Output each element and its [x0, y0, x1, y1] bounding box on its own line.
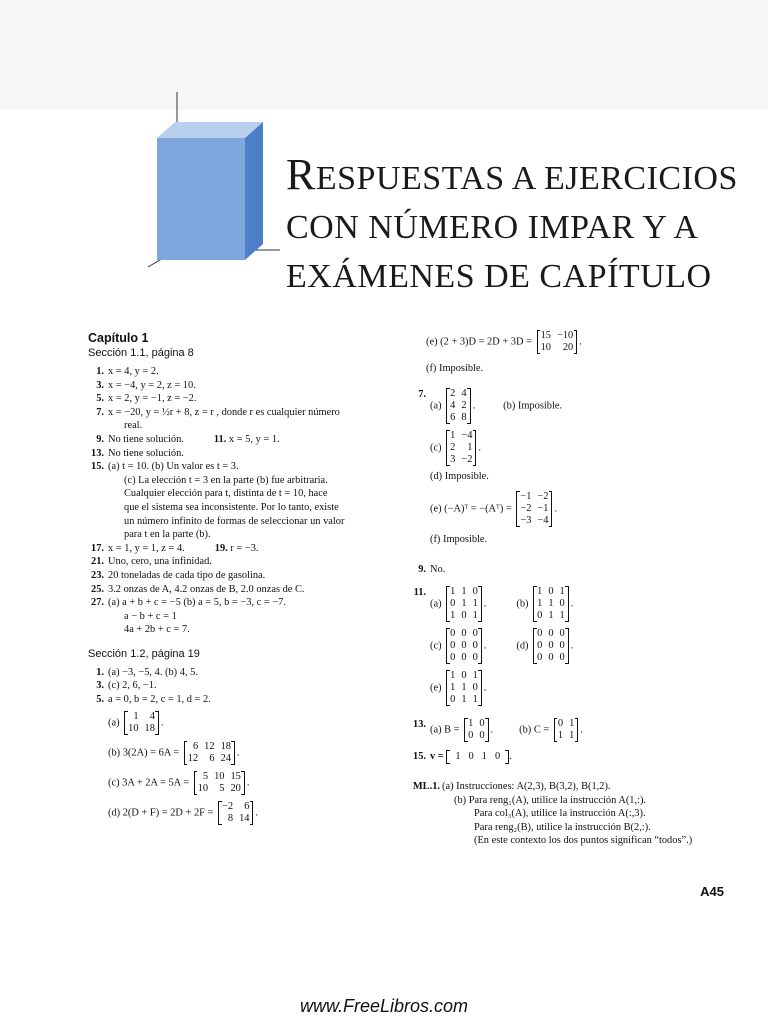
- answer-item: [88, 460, 388, 474]
- matrix-entry: 1: [548, 598, 554, 610]
- answer-item: [88, 569, 388, 583]
- matrix-entry: −2: [537, 491, 549, 503]
- answer-item: [88, 583, 388, 597]
- answer-item: [88, 528, 388, 542]
- answer-text: un número infinito de formas de seleccionar un valor: [124, 515, 345, 527]
- answer-item: [88, 542, 388, 556]
- matrix: [218, 801, 253, 825]
- matrix-entry: 1: [461, 598, 467, 610]
- answer-item: (En este contexto los dos puntos significan “todos”.): [474, 835, 693, 847]
- matrix-entry: 1: [461, 694, 467, 706]
- matrix-entry: 1: [461, 586, 467, 598]
- matrix-entry: 0: [468, 730, 474, 742]
- answer-item: [88, 406, 388, 420]
- matrix-entry: 0: [479, 730, 485, 742]
- matrix-entry: 1: [537, 598, 543, 610]
- footer-link[interactable]: www.FreeLibros.com: [299, 996, 469, 1016]
- matrix-entry: 1: [569, 718, 575, 730]
- matrix-entry: 0: [537, 610, 543, 622]
- answer-item: (e) 1 0 1 1 1 0 0 1 1 .: [430, 670, 487, 706]
- matrix: [554, 718, 578, 742]
- matrix-entry: 1: [559, 586, 565, 598]
- matrix-entry: −1: [537, 503, 549, 515]
- matrix-entry: 0: [559, 652, 565, 664]
- section-heading: Sección 1.1, página 8: [88, 347, 194, 359]
- matrix-entry: 1: [559, 610, 565, 622]
- chapter-heading: Capítulo 1: [88, 331, 149, 345]
- answer-item: [88, 447, 388, 461]
- answer-text: x = 5, y = 1.: [228, 433, 280, 445]
- answer-number: 3.: [96, 379, 104, 391]
- page-title: RESPUESTAS A EJERCICIOS CON NÚMERO IMPAR Y A EXÁMENES DE CAPÍTULO: [286, 150, 738, 295]
- matrix-entry: 4: [461, 387, 467, 399]
- matrix: [446, 628, 482, 664]
- matrix-entry: −2: [461, 453, 473, 465]
- matrix-entry: 0: [450, 628, 456, 640]
- answer-number: 5.: [96, 393, 104, 405]
- answer-item: (f) Imposible.: [426, 363, 484, 374]
- matrix: [464, 718, 488, 742]
- answer-text: x = −20, y = ½r + 8, z = r , donde r es cualquier número: [108, 406, 340, 418]
- section-heading: Sección 1.2, página 19: [88, 647, 200, 660]
- answer-number: 23.: [91, 569, 104, 581]
- matrix-entry: 2: [450, 441, 456, 453]
- answer-number: 25.: [91, 583, 104, 595]
- answer-item: 5. a = 0, b = 2, c = 1, d = 2.: [96, 694, 211, 706]
- matrix: [537, 330, 578, 354]
- answer-text: 4a + 2b + c = 7.: [124, 624, 190, 636]
- answer-text: a − b + c = 1: [124, 610, 177, 622]
- answer-item: 13. (a) B = 1 0 0 0 . (b) C = 0 1 1 1 .: [413, 718, 583, 742]
- right-column: [410, 330, 740, 848]
- matrix-entry: 0: [461, 652, 467, 664]
- matrix-entry: 1: [569, 730, 575, 742]
- answer-number: 17.: [91, 542, 104, 554]
- matrix-entry: 1: [133, 710, 139, 722]
- matrix-entry: 12: [187, 752, 199, 764]
- matrix-entry: 0: [461, 670, 467, 682]
- answer-number: 19.: [214, 542, 231, 554]
- answer-item: [88, 596, 388, 610]
- answer-text: x = −4, y = 2, z = 10.: [108, 379, 196, 391]
- matrix: [446, 586, 482, 622]
- matrix-entry: 1: [472, 694, 478, 706]
- answer-item: [88, 487, 388, 501]
- answer-item: 15. v = 1 0 1 0 .: [413, 751, 512, 763]
- answer-text: (a) t = 10. (b) Un valor es t = 3.: [108, 461, 239, 473]
- matrix-entry: 20: [562, 342, 574, 353]
- answer-item: [88, 474, 388, 488]
- answer-text: 3.2 onzas de A, 4.2 onzas de B, 2.0 onzas de C.: [108, 583, 305, 595]
- answer-item: 3. (c) 2, 6, −1.: [96, 680, 157, 692]
- matrix-entry: 0: [461, 610, 467, 622]
- matrix-entry: 0: [559, 598, 565, 610]
- vector-entry: 1: [481, 751, 487, 763]
- matrix-entry: −3: [520, 515, 532, 527]
- matrix-entry: −2: [222, 800, 234, 812]
- left-column: [88, 330, 388, 825]
- answer-text: Cualquier elección para t, distinta de t = 10, hace: [124, 488, 328, 500]
- answer-item: (b) Para reng₁(A), utilice la instrucción A(1,:).: [454, 794, 647, 806]
- matrix-entry: 24: [220, 752, 231, 764]
- answer-text: No tiene solución.: [108, 447, 184, 459]
- answer-item: [88, 379, 388, 393]
- matrix-entry: 1: [450, 682, 456, 694]
- matrix-entry: 1: [472, 598, 478, 610]
- answer-number: 13.: [91, 447, 104, 459]
- answer-text: No tiene solución.: [108, 433, 184, 445]
- matrix-entry: 0: [548, 586, 554, 598]
- answer-number: 9.: [96, 433, 104, 445]
- answer-item: (b) 3(2A) = 6A = 6 12 18 12 6 24 .: [108, 740, 240, 764]
- matrix-entry: 15: [540, 330, 551, 341]
- answer-text: 20 toneladas de cada tipo de gasolina.: [108, 569, 266, 581]
- matrix-entry: 12: [204, 740, 215, 752]
- row-vector: [446, 750, 509, 764]
- matrix-entry: 1: [467, 441, 473, 453]
- answer-text: r = −3.: [230, 542, 259, 554]
- matrix-entry: −4: [461, 429, 473, 441]
- vector-entry: 0: [468, 751, 474, 763]
- answer-item: 11. (a) 1 1 0 0 1 1 1 0 1 . (b) 1 0 1 1 1 0 0 1 1 .: [413, 586, 574, 622]
- answer-item: 7. (a) 2 4 4 2 6 8 . (b) Imposible.: [418, 387, 563, 423]
- matrix-entry: 0: [537, 652, 543, 664]
- answer-text: (c) La elección t = 3 en la parte (b) fue arbitraria.: [124, 474, 328, 486]
- answer-item: Para col₃(A), utilice la instrucción A(:,3).: [474, 808, 646, 820]
- header-band: [0, 0, 768, 110]
- matrix: [446, 388, 470, 424]
- matrix-entry: 1: [472, 670, 478, 682]
- matrix-entry: 3: [450, 453, 456, 465]
- answer-text: para t en la parte (b).: [124, 529, 211, 541]
- answer-item: (e) (−A)ᵀ = −(Aᵀ) = −1 −2 −2 −1 −3 −4 .: [430, 491, 558, 527]
- matrix-entry: 6: [192, 740, 199, 752]
- answer-item: [88, 433, 388, 447]
- matrix-entry: 14: [239, 812, 250, 824]
- answer-item: (c) 3A + 2A = 5A = 5 10 15 10 5 20 .: [108, 770, 250, 794]
- matrix-entry: 10: [128, 722, 139, 734]
- matrix-entry: 4: [149, 710, 155, 722]
- matrix-entry: 0: [537, 628, 543, 640]
- matrix-entry: 6: [244, 800, 250, 812]
- answer-number: 1.: [96, 366, 104, 377]
- matrix-entry: 1: [450, 670, 456, 682]
- answer-text: x = 1, y = 1, z = 4.: [108, 542, 185, 554]
- matrix-entry: 15: [230, 770, 241, 782]
- answer-text: x = 4, y = 2.: [108, 366, 159, 377]
- matrix-entry: 6: [450, 411, 456, 423]
- matrix: [194, 771, 245, 795]
- matrix-entry: 5: [202, 770, 209, 782]
- matrix-entry: 0: [472, 682, 478, 694]
- matrix-entry: 10: [540, 342, 551, 353]
- matrix: [184, 741, 235, 765]
- matrix-entry: 1: [450, 429, 456, 441]
- matrix-entry: 0: [461, 628, 467, 640]
- answer-text: real.: [124, 420, 143, 432]
- answer-item: (d) Imposible.: [430, 470, 489, 482]
- matrix-entry: 1: [461, 682, 467, 694]
- answer-item: (c) 0 0 0 0 0 0 0 0 0 . (d) 0 0 0 0 0 0 0 0 0 .: [430, 628, 574, 664]
- matrix-entry: −2: [520, 503, 532, 515]
- answer-text: x = 2, y = −1, z = −2.: [108, 393, 197, 405]
- answer-number: 7.: [96, 406, 104, 418]
- matrix-entry: 0: [472, 640, 478, 652]
- answer-item: [88, 501, 388, 515]
- answer-item: (d) 2(D + F) = 2D + 2F = −2 6 8 14 .: [108, 800, 259, 824]
- matrix-entry: 0: [450, 652, 456, 664]
- vector-entry: 0: [494, 751, 501, 763]
- answer-item: [88, 555, 388, 569]
- vector-entry: 1: [455, 751, 461, 763]
- matrix-entry: −10: [556, 330, 574, 341]
- answer-text: que el sistema sea inconsistente. Por lo tanto, existe: [124, 501, 339, 513]
- matrix-entry: 1: [537, 586, 543, 598]
- matrix-entry: 10: [197, 782, 209, 794]
- answer-text: Uno, cero, una infinidad.: [108, 556, 212, 568]
- answer-number: 27.: [91, 597, 104, 609]
- answer-item: Para reng₂(B), utilice la instrucción B(2,:).: [474, 821, 651, 833]
- answer-item: [88, 419, 388, 433]
- answer-item: ML.1. (a) Instrucciones: A(2,3), B(3,2), B(1,2).: [412, 780, 611, 792]
- matrix-entry: 0: [472, 586, 478, 598]
- cube-graphic: [145, 92, 280, 272]
- matrix-entry: 0: [450, 640, 456, 652]
- matrix-entry: 1: [472, 610, 478, 622]
- matrix-entry: 0: [461, 640, 467, 652]
- page-number: A45: [700, 884, 724, 899]
- answer-number: 15.: [91, 461, 104, 473]
- answer-number: 11.: [213, 433, 229, 445]
- answer-item: [88, 623, 388, 637]
- matrix-entry: 1: [548, 610, 554, 622]
- answer-item: [88, 610, 388, 624]
- answer-item: [88, 392, 388, 406]
- matrix: [124, 711, 159, 735]
- matrix-entry: 0: [537, 640, 543, 652]
- answer-item: [88, 515, 388, 529]
- matrix-entry: 0: [559, 640, 565, 652]
- matrix-entry: 18: [144, 722, 155, 734]
- matrix: [533, 586, 569, 622]
- matrix-entry: 6: [209, 752, 215, 764]
- answer-item: (e) (2 + 3)D = 2D + 3D = 15 −10 10 20 .: [426, 330, 582, 353]
- answer-text: (a) a + b + c = −5 (b) a = 5, b = −3, c = −7.: [108, 597, 286, 609]
- matrix-entry: 0: [450, 598, 456, 610]
- matrix-entry: 0: [548, 628, 554, 640]
- matrix-entry: 8: [227, 812, 234, 824]
- matrix-entry: 18: [220, 740, 231, 752]
- matrix: [446, 430, 476, 466]
- matrix-entry: 0: [472, 628, 478, 640]
- matrix-entry: 4: [450, 399, 456, 411]
- answer-item: 9. No.: [418, 563, 446, 575]
- matrix-entry: 0: [557, 718, 564, 730]
- answer-item: 1. (a) −3, −5, 4. (b) 4, 5.: [96, 666, 198, 678]
- matrix: [533, 628, 569, 664]
- matrix-entry: 0: [548, 640, 554, 652]
- matrix-entry: 1: [557, 730, 564, 742]
- matrix-entry: 0: [559, 628, 565, 640]
- matrix-entry: 1: [450, 586, 456, 598]
- answer-item: (f) Imposible.: [430, 534, 488, 546]
- matrix: [446, 670, 482, 706]
- matrix-entry: 2: [461, 399, 467, 411]
- matrix-entry: −1: [520, 491, 532, 503]
- matrix-entry: 1: [450, 610, 456, 622]
- matrix-entry: 1: [468, 718, 474, 730]
- matrix-entry: 5: [219, 782, 225, 794]
- answer-item: [88, 365, 388, 379]
- matrix-entry: 0: [472, 652, 478, 664]
- matrix: [516, 491, 552, 527]
- answer-item: (a) 1 4 10 18 .: [108, 710, 164, 734]
- matrix-entry: 0: [479, 718, 485, 730]
- matrix-entry: 10: [214, 770, 225, 782]
- answer-number: 21.: [91, 556, 104, 568]
- matrix-entry: 8: [461, 411, 467, 423]
- answer-item: (c) 1 −4 2 1 3 −2 .: [430, 429, 482, 465]
- matrix-entry: 0: [548, 652, 554, 664]
- matrix-entry: 20: [230, 782, 241, 794]
- matrix-entry: −4: [537, 515, 549, 527]
- matrix-entry: 2: [450, 387, 456, 399]
- matrix-entry: 0: [450, 694, 456, 706]
- answer-list: [88, 365, 388, 637]
